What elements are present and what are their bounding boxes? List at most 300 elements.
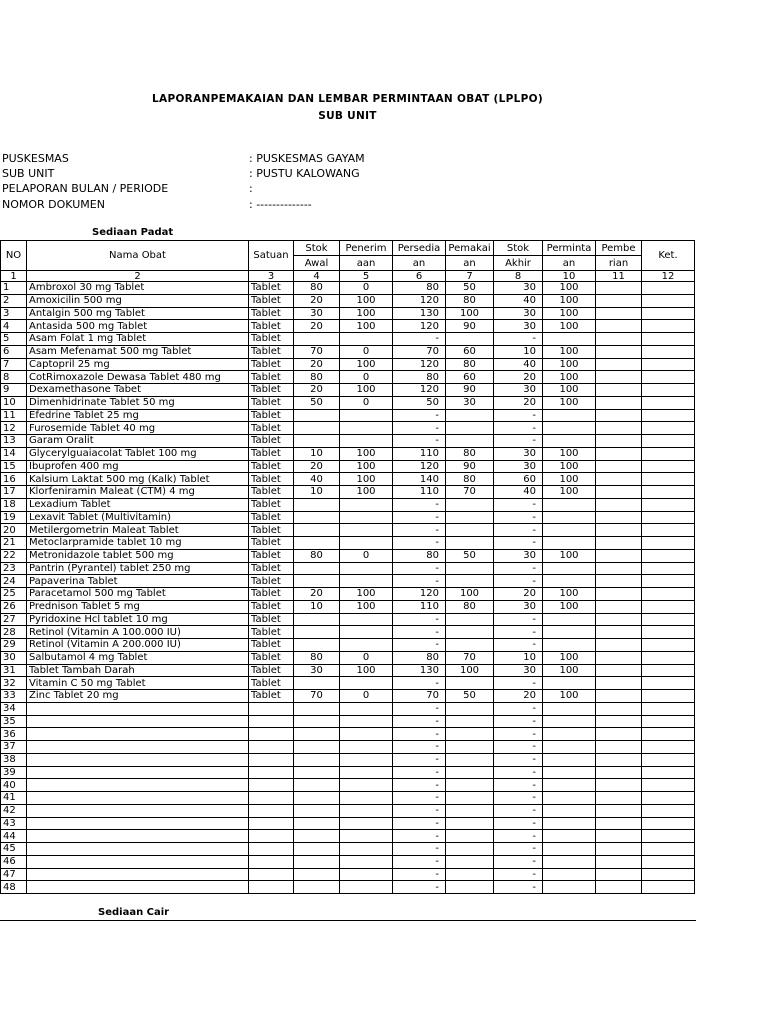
cell-stok-akhir: -: [494, 855, 543, 868]
cell-stok-akhir: -: [494, 639, 543, 652]
cell-ket: [642, 804, 695, 817]
cell-nama-obat: Vitamin C 50 mg Tablet: [27, 677, 249, 690]
table-row: [1, 575, 695, 588]
cell-stok-akhir: 20: [494, 396, 543, 409]
cell-permintaan: [543, 779, 596, 792]
cell-nama-obat: [27, 728, 249, 741]
cell-nama-obat: Pyridoxine Hcl tablet 10 mg: [27, 613, 249, 626]
cell-persediaan: -: [393, 830, 446, 843]
cell-pemakaian: [446, 511, 494, 524]
cell-stok-awal: [294, 753, 340, 766]
cell-satuan: Tablet: [249, 562, 294, 575]
cell-nama-obat: Ibuprofen 400 mg: [27, 460, 249, 473]
cell-pemberian: [596, 664, 642, 677]
cell-nama-obat: Metilergometrin Maleat Tablet: [27, 524, 249, 537]
cell-nama-obat: Amoxicilin 500 mg: [27, 294, 249, 307]
cell-persediaan: 80: [393, 549, 446, 562]
cell-persediaan: -: [393, 881, 446, 894]
cell-satuan: Tablet: [249, 460, 294, 473]
table-row: [1, 715, 695, 728]
cell-stok-akhir: -: [494, 498, 543, 511]
table-row: [1, 371, 695, 384]
column-index: 8: [494, 271, 543, 282]
section-sediaan-cair: Sediaan Cair: [98, 907, 170, 918]
cell-permintaan: [543, 511, 596, 524]
cell-stok-akhir: -: [494, 843, 543, 856]
table-row: [1, 830, 695, 843]
header-penerimaan-1: Penerim: [340, 241, 393, 256]
cell-nama-obat: Furosemide Tablet 40 mg: [27, 422, 249, 435]
cell-penerimaan: 100: [340, 294, 393, 307]
table-row: [1, 613, 695, 626]
cell-ket: [642, 422, 695, 435]
meta-value: : --------------: [249, 197, 312, 211]
cell-pemakaian: [446, 498, 494, 511]
cell-nama-obat: Prednison Tablet 5 mg: [27, 600, 249, 613]
cell-permintaan: 100: [543, 358, 596, 371]
cell-pemakaian: 50: [446, 282, 494, 295]
cell-ket: [642, 473, 695, 486]
cell-stok-awal: [294, 409, 340, 422]
cell-stok-akhir: 40: [494, 358, 543, 371]
table-row: [1, 511, 695, 524]
header-pemberian-2: rian: [596, 256, 642, 271]
cell-ket: [642, 626, 695, 639]
cell-pemberian: [596, 307, 642, 320]
cell-pemberian: [596, 549, 642, 562]
cell-penerimaan: [340, 626, 393, 639]
cell-nama-obat: Metoclarpramide tablet 10 mg: [27, 537, 249, 550]
cell-ket: [642, 371, 695, 384]
cell-ket: [642, 766, 695, 779]
cell-pemakaian: 50: [446, 549, 494, 562]
cell-permintaan: 100: [543, 600, 596, 613]
cell-pemberian: [596, 690, 642, 703]
cell-satuan: Tablet: [249, 498, 294, 511]
cell-ket: [642, 830, 695, 843]
cell-nama-obat: Antalgin 500 mg Tablet: [27, 307, 249, 320]
header-persediaan-1: Persedia: [393, 241, 446, 256]
cell-penerimaan: 0: [340, 345, 393, 358]
cell-permintaan: [543, 855, 596, 868]
cell-nama-obat: Ambroxol 30 mg Tablet: [27, 282, 249, 295]
cell-stok-akhir: -: [494, 868, 543, 881]
table-row: [1, 396, 695, 409]
cell-persediaan: 70: [393, 690, 446, 703]
cell-permintaan: [543, 422, 596, 435]
table-row: [1, 868, 695, 881]
cell-penerimaan: 0: [340, 396, 393, 409]
cell-persediaan: -: [393, 817, 446, 830]
cell-satuan: Tablet: [249, 677, 294, 690]
column-index: 1: [1, 271, 27, 282]
cell-no: 4: [1, 320, 27, 333]
cell-persediaan: -: [393, 677, 446, 690]
cell-no: 27: [1, 613, 27, 626]
cell-ket: [642, 855, 695, 868]
cell-no: 36: [1, 728, 27, 741]
cell-pemberian: [596, 384, 642, 397]
cell-penerimaan: [340, 702, 393, 715]
cell-pemakaian: [446, 537, 494, 550]
column-index: 4: [294, 271, 340, 282]
cell-penerimaan: 0: [340, 549, 393, 562]
header-stok-awal-1: Stok: [294, 241, 340, 256]
cell-permintaan: [543, 537, 596, 550]
cell-nama-obat: Captopril 25 mg: [27, 358, 249, 371]
cell-nama-obat: [27, 792, 249, 805]
cell-ket: [642, 549, 695, 562]
cell-stok-akhir: 30: [494, 282, 543, 295]
cell-permintaan: [543, 715, 596, 728]
cell-pemberian: [596, 804, 642, 817]
cell-pemberian: [596, 588, 642, 601]
column-index: 3: [249, 271, 294, 282]
cell-satuan: Tablet: [249, 294, 294, 307]
cell-permintaan: [543, 702, 596, 715]
cell-persediaan: -: [393, 779, 446, 792]
header-permintaan-1: Perminta: [543, 241, 596, 256]
cell-pemakaian: 60: [446, 345, 494, 358]
bottom-rule: [0, 920, 696, 921]
cell-permintaan: [543, 741, 596, 754]
column-index: 5: [340, 271, 393, 282]
column-index: 11: [596, 271, 642, 282]
cell-persediaan: -: [393, 626, 446, 639]
cell-penerimaan: 100: [340, 460, 393, 473]
cell-penerimaan: [340, 868, 393, 881]
cell-persediaan: 50: [393, 396, 446, 409]
cell-permintaan: 100: [543, 447, 596, 460]
header-persediaan-2: an: [393, 256, 446, 271]
table-row: [1, 677, 695, 690]
cell-stok-awal: [294, 741, 340, 754]
cell-no: 31: [1, 664, 27, 677]
cell-ket: [642, 575, 695, 588]
cell-satuan: Tablet: [249, 345, 294, 358]
cell-penerimaan: [340, 575, 393, 588]
cell-nama-obat: [27, 855, 249, 868]
header-no: NO: [1, 241, 27, 271]
cell-nama-obat: Pantrin (Pyrantel) tablet 250 mg: [27, 562, 249, 575]
table-row: [1, 447, 695, 460]
cell-stok-akhir: 30: [494, 320, 543, 333]
cell-pemakaian: [446, 868, 494, 881]
cell-pemakaian: 80: [446, 294, 494, 307]
cell-no: 5: [1, 333, 27, 346]
cell-permintaan: 100: [543, 549, 596, 562]
cell-no: 41: [1, 792, 27, 805]
cell-no: 29: [1, 639, 27, 652]
cell-no: 37: [1, 741, 27, 754]
cell-no: 48: [1, 881, 27, 894]
cell-stok-awal: [294, 715, 340, 728]
cell-no: 22: [1, 549, 27, 562]
cell-satuan: Tablet: [249, 435, 294, 448]
cell-permintaan: [543, 817, 596, 830]
cell-no: 19: [1, 511, 27, 524]
cell-ket: [642, 600, 695, 613]
cell-persediaan: -: [393, 613, 446, 626]
cell-pemakaian: 90: [446, 460, 494, 473]
cell-stok-akhir: -: [494, 613, 543, 626]
cell-ket: [642, 396, 695, 409]
cell-satuan: [249, 702, 294, 715]
cell-pemakaian: 70: [446, 486, 494, 499]
cell-nama-obat: Dexamethasone Tabet: [27, 384, 249, 397]
cell-pemakaian: 100: [446, 307, 494, 320]
cell-ket: [642, 588, 695, 601]
cell-satuan: Tablet: [249, 358, 294, 371]
cell-ket: [642, 333, 695, 346]
cell-nama-obat: Asam Mefenamat 500 mg Tablet: [27, 345, 249, 358]
cell-no: 42: [1, 804, 27, 817]
cell-ket: [642, 868, 695, 881]
cell-permintaan: [543, 333, 596, 346]
cell-no: 35: [1, 715, 27, 728]
cell-nama-obat: [27, 843, 249, 856]
table-row: [1, 422, 695, 435]
cell-permintaan: [543, 677, 596, 690]
cell-stok-akhir: 30: [494, 549, 543, 562]
cell-penerimaan: [340, 728, 393, 741]
cell-permintaan: 100: [543, 345, 596, 358]
cell-pemakaian: [446, 613, 494, 626]
cell-pemberian: [596, 422, 642, 435]
cell-no: 26: [1, 600, 27, 613]
cell-pemberian: [596, 345, 642, 358]
cell-permintaan: [543, 753, 596, 766]
cell-pemberian: [596, 486, 642, 499]
cell-persediaan: -: [393, 422, 446, 435]
cell-no: 40: [1, 779, 27, 792]
cell-stok-awal: 50: [294, 396, 340, 409]
cell-no: 11: [1, 409, 27, 422]
cell-pemakaian: [446, 766, 494, 779]
cell-pemakaian: [446, 575, 494, 588]
cell-nama-obat: [27, 817, 249, 830]
cell-no: 12: [1, 422, 27, 435]
cell-permintaan: 100: [543, 486, 596, 499]
table-row: [1, 753, 695, 766]
cell-no: 21: [1, 537, 27, 550]
cell-stok-awal: [294, 702, 340, 715]
cell-stok-akhir: -: [494, 422, 543, 435]
cell-ket: [642, 690, 695, 703]
cell-no: 24: [1, 575, 27, 588]
cell-stok-akhir: -: [494, 792, 543, 805]
table-row: [1, 728, 695, 741]
table-row: [1, 881, 695, 894]
cell-no: 2: [1, 294, 27, 307]
cell-nama-obat: Klorfeniramin Maleat (CTM) 4 mg: [27, 486, 249, 499]
cell-satuan: Tablet: [249, 282, 294, 295]
cell-penerimaan: 0: [340, 282, 393, 295]
cell-penerimaan: [340, 766, 393, 779]
cell-satuan: [249, 715, 294, 728]
table-row: [1, 792, 695, 805]
cell-stok-awal: [294, 562, 340, 575]
cell-satuan: Tablet: [249, 588, 294, 601]
cell-pemberian: [596, 855, 642, 868]
cell-pemberian: [596, 409, 642, 422]
cell-pemakaian: [446, 855, 494, 868]
cell-stok-akhir: -: [494, 677, 543, 690]
cell-permintaan: [543, 881, 596, 894]
cell-pemberian: [596, 435, 642, 448]
cell-persediaan: -: [393, 792, 446, 805]
cell-ket: [642, 524, 695, 537]
cell-satuan: Tablet: [249, 664, 294, 677]
cell-stok-akhir: 20: [494, 371, 543, 384]
cell-penerimaan: 0: [340, 690, 393, 703]
cell-pemakaian: 100: [446, 664, 494, 677]
cell-permintaan: [543, 639, 596, 652]
cell-pemakaian: [446, 804, 494, 817]
cell-stok-akhir: -: [494, 511, 543, 524]
cell-penerimaan: [340, 881, 393, 894]
cell-permintaan: 100: [543, 460, 596, 473]
cell-no: 25: [1, 588, 27, 601]
table-row: [1, 766, 695, 779]
cell-ket: [642, 664, 695, 677]
table-row: [1, 639, 695, 652]
cell-satuan: [249, 817, 294, 830]
cell-stok-awal: 70: [294, 345, 340, 358]
cell-pemberian: [596, 792, 642, 805]
cell-persediaan: -: [393, 575, 446, 588]
meta-sub-unit: [2, 166, 602, 181]
cell-ket: [642, 881, 695, 894]
cell-pemberian: [596, 600, 642, 613]
cell-persediaan: 110: [393, 486, 446, 499]
cell-satuan: Tablet: [249, 613, 294, 626]
cell-ket: [642, 498, 695, 511]
cell-permintaan: [543, 843, 596, 856]
table-row: [1, 524, 695, 537]
cell-stok-awal: 20: [294, 320, 340, 333]
cell-penerimaan: [340, 511, 393, 524]
cell-pemakaian: [446, 753, 494, 766]
cell-satuan: [249, 868, 294, 881]
meta-label: SUB UNIT: [2, 167, 55, 181]
cell-pemberian: [596, 639, 642, 652]
cell-no: 8: [1, 371, 27, 384]
cell-stok-akhir: 10: [494, 651, 543, 664]
header-ket: Ket.: [642, 241, 695, 271]
cell-ket: [642, 282, 695, 295]
cell-no: 43: [1, 817, 27, 830]
cell-stok-awal: [294, 881, 340, 894]
cell-stok-awal: 20: [294, 588, 340, 601]
cell-nama-obat: [27, 868, 249, 881]
report-meta: [2, 151, 602, 212]
cell-pemberian: [596, 779, 642, 792]
table-row: [1, 600, 695, 613]
cell-permintaan: 100: [543, 384, 596, 397]
cell-stok-awal: [294, 626, 340, 639]
cell-persediaan: -: [393, 409, 446, 422]
cell-pemberian: [596, 447, 642, 460]
meta-value: : PUSKESMAS GAYAM: [249, 152, 365, 165]
cell-satuan: Tablet: [249, 639, 294, 652]
cell-stok-awal: 30: [294, 307, 340, 320]
cell-pemakaian: [446, 409, 494, 422]
cell-no: 23: [1, 562, 27, 575]
cell-nama-obat: Retinol (Vitamin A 100.000 IU): [27, 626, 249, 639]
cell-stok-akhir: -: [494, 741, 543, 754]
cell-pemakaian: [446, 843, 494, 856]
cell-persediaan: -: [393, 524, 446, 537]
cell-satuan: Tablet: [249, 626, 294, 639]
cell-satuan: Tablet: [249, 307, 294, 320]
cell-stok-awal: [294, 639, 340, 652]
cell-stok-akhir: 30: [494, 664, 543, 677]
cell-ket: [642, 702, 695, 715]
cell-stok-awal: 10: [294, 486, 340, 499]
cell-stok-akhir: -: [494, 702, 543, 715]
cell-persediaan: -: [393, 639, 446, 652]
cell-pemakaian: [446, 524, 494, 537]
cell-permintaan: 100: [543, 396, 596, 409]
table-row: [1, 804, 695, 817]
cell-no: 38: [1, 753, 27, 766]
cell-pemakaian: 80: [446, 358, 494, 371]
cell-pemberian: [596, 613, 642, 626]
cell-penerimaan: [340, 537, 393, 550]
cell-ket: [642, 677, 695, 690]
cell-ket: [642, 537, 695, 550]
cell-stok-awal: [294, 537, 340, 550]
cell-permintaan: [543, 562, 596, 575]
cell-ket: [642, 511, 695, 524]
cell-pemakaian: [446, 562, 494, 575]
cell-pemakaian: [446, 779, 494, 792]
cell-nama-obat: [27, 881, 249, 894]
cell-stok-awal: [294, 779, 340, 792]
cell-satuan: Tablet: [249, 511, 294, 524]
cell-stok-akhir: -: [494, 562, 543, 575]
cell-stok-awal: [294, 792, 340, 805]
cell-ket: [642, 409, 695, 422]
cell-nama-obat: CotRimoxazole Dewasa Tablet 480 mg: [27, 371, 249, 384]
cell-persediaan: -: [393, 715, 446, 728]
cell-pemberian: [596, 537, 642, 550]
cell-nama-obat: Efedrine Tablet 25 mg: [27, 409, 249, 422]
cell-permintaan: [543, 792, 596, 805]
cell-persediaan: -: [393, 562, 446, 575]
cell-stok-akhir: 30: [494, 307, 543, 320]
cell-nama-obat: Lexadium Tablet: [27, 498, 249, 511]
cell-penerimaan: 100: [340, 320, 393, 333]
cell-pemberian: [596, 766, 642, 779]
cell-persediaan: 130: [393, 307, 446, 320]
cell-satuan: Tablet: [249, 473, 294, 486]
header-pemakaian-1: Pemakai: [446, 241, 494, 256]
cell-pemberian: [596, 524, 642, 537]
cell-nama-obat: [27, 753, 249, 766]
cell-pemberian: [596, 358, 642, 371]
cell-no: 1: [1, 282, 27, 295]
cell-penerimaan: [340, 804, 393, 817]
cell-ket: [642, 460, 695, 473]
lplpo-table: [0, 240, 695, 894]
cell-no: 6: [1, 345, 27, 358]
cell-pemakaian: 60: [446, 371, 494, 384]
cell-no: 46: [1, 855, 27, 868]
cell-stok-akhir: 20: [494, 588, 543, 601]
table-header-row: [1, 241, 695, 256]
